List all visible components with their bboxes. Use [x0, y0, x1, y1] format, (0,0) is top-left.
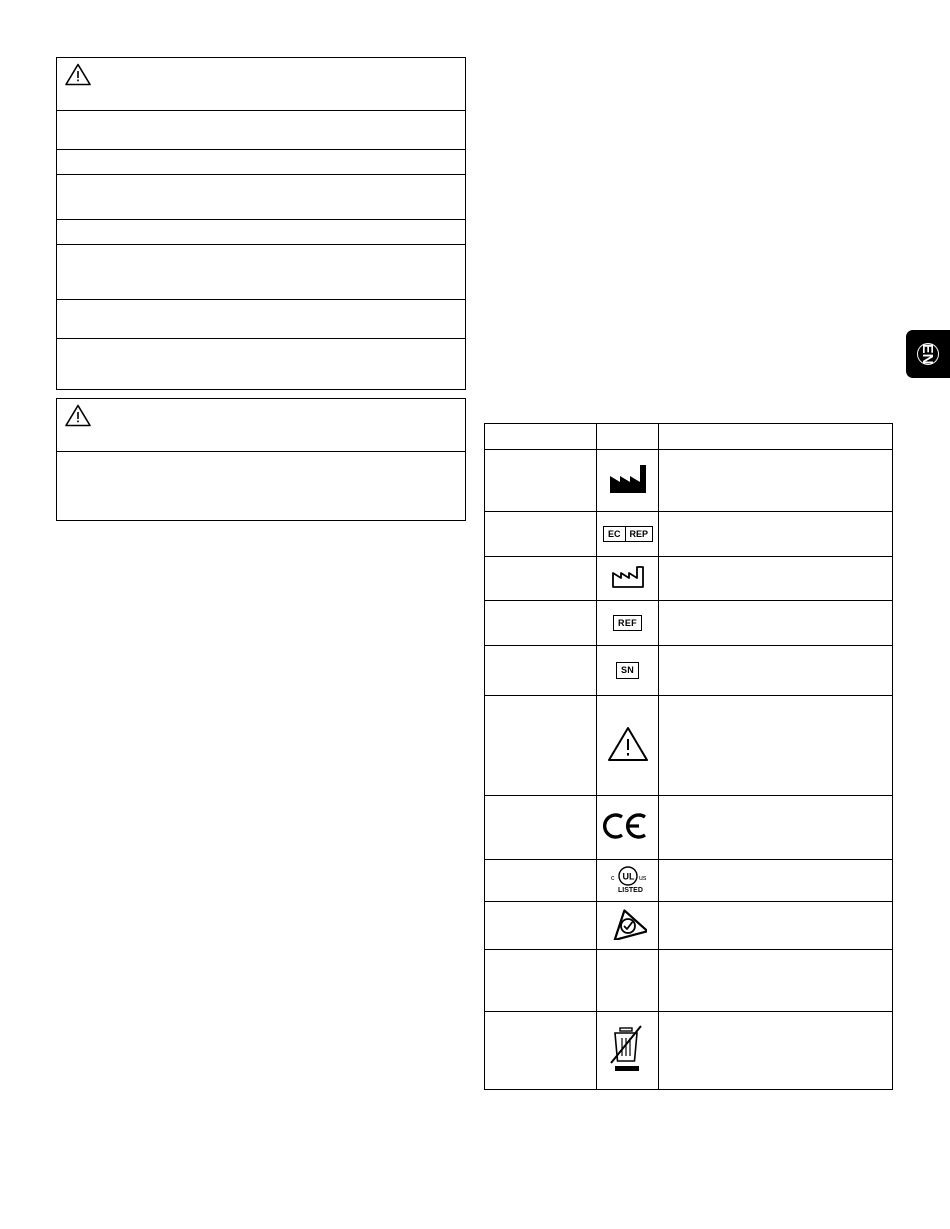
- table-gap: [56, 390, 466, 398]
- manufacturer-icon: [597, 450, 659, 512]
- warning-cell: [57, 452, 466, 521]
- table-row: [57, 111, 466, 150]
- table-row: [485, 557, 893, 601]
- warning-triangle-icon: [65, 63, 91, 86]
- symbol-title: [485, 950, 597, 1012]
- symbol-description: [659, 950, 893, 1012]
- left-column: [56, 57, 466, 521]
- warning-cell: [57, 339, 466, 390]
- warning-table-1: [56, 57, 466, 390]
- column-header-description: [659, 424, 893, 450]
- warning-cell: [57, 300, 466, 339]
- table-row: [57, 150, 466, 175]
- table-row: [485, 950, 893, 1012]
- symbol-description: [659, 601, 893, 646]
- symbol-title: [485, 1012, 597, 1090]
- warning-header-cell: [57, 399, 466, 452]
- table-row: [485, 450, 893, 512]
- caution-triangle-icon: [597, 696, 659, 796]
- symbol-title: [485, 450, 597, 512]
- warning-triangle-icon: [65, 404, 91, 427]
- symbol-title: [485, 646, 597, 696]
- table-row: [57, 452, 466, 521]
- table-row: [57, 399, 466, 452]
- catalogue-number-icon: REF: [597, 601, 659, 646]
- symbol-description: [659, 696, 893, 796]
- table-row: [485, 1012, 893, 1090]
- table-row: [485, 646, 893, 696]
- warning-table-2: [56, 398, 466, 521]
- symbol-description: [659, 796, 893, 860]
- table-row: [57, 58, 466, 111]
- symbol-title: [485, 557, 597, 601]
- table-row: [57, 300, 466, 339]
- warning-cell: [57, 245, 466, 300]
- table-row: [57, 220, 466, 245]
- table-row: [485, 601, 893, 646]
- table-row: [485, 512, 893, 557]
- symbol-title: [485, 902, 597, 950]
- date-of-manufacture-icon: [597, 557, 659, 601]
- ul-listed-icon: [597, 860, 659, 902]
- svg-text:LISTED: LISTED: [618, 887, 643, 894]
- symbol-title: [485, 796, 597, 860]
- symbol-table: [484, 423, 893, 1090]
- table-header-row: [485, 424, 893, 450]
- symbol-title: [485, 512, 597, 557]
- symbol-description: [659, 1012, 893, 1090]
- svg-text:c: c: [611, 875, 615, 882]
- language-page-tab: [906, 330, 950, 378]
- warning-cell: [57, 175, 466, 220]
- symbol-title: [485, 601, 597, 646]
- symbol-title: [485, 696, 597, 796]
- symbol-description: [659, 902, 893, 950]
- symbol-table-container: [484, 423, 892, 1090]
- table-row: [485, 860, 893, 902]
- table-row: [485, 696, 893, 796]
- symbol-description: [659, 860, 893, 902]
- column-header-title: [485, 424, 597, 450]
- table-row: [57, 339, 466, 390]
- symbol-description: [659, 557, 893, 601]
- table-row: [57, 175, 466, 220]
- warning-cell: [57, 150, 466, 175]
- weee-crossed-bin-icon: [597, 1012, 659, 1090]
- page-tab-label: EN: [917, 343, 939, 365]
- warning-header-cell: [57, 58, 466, 111]
- table-row: [485, 796, 893, 860]
- warning-cell: [57, 220, 466, 245]
- symbol-title: [485, 860, 597, 902]
- symbol-description: [659, 646, 893, 696]
- table-row: [485, 902, 893, 950]
- serial-number-icon: SN: [597, 646, 659, 696]
- symbol-description: [659, 450, 893, 512]
- rcm-tick-icon: [597, 902, 659, 950]
- warning-cell: [57, 111, 466, 150]
- direct-current-icon: [597, 950, 659, 1012]
- ce-mark-icon: [597, 796, 659, 860]
- svg-text:us: us: [639, 875, 647, 882]
- ec-rep-icon: EC REP: [597, 512, 659, 557]
- svg-text:UL: UL: [622, 871, 635, 882]
- column-header-symbol: [597, 424, 659, 450]
- table-row: [57, 245, 466, 300]
- symbol-description: [659, 512, 893, 557]
